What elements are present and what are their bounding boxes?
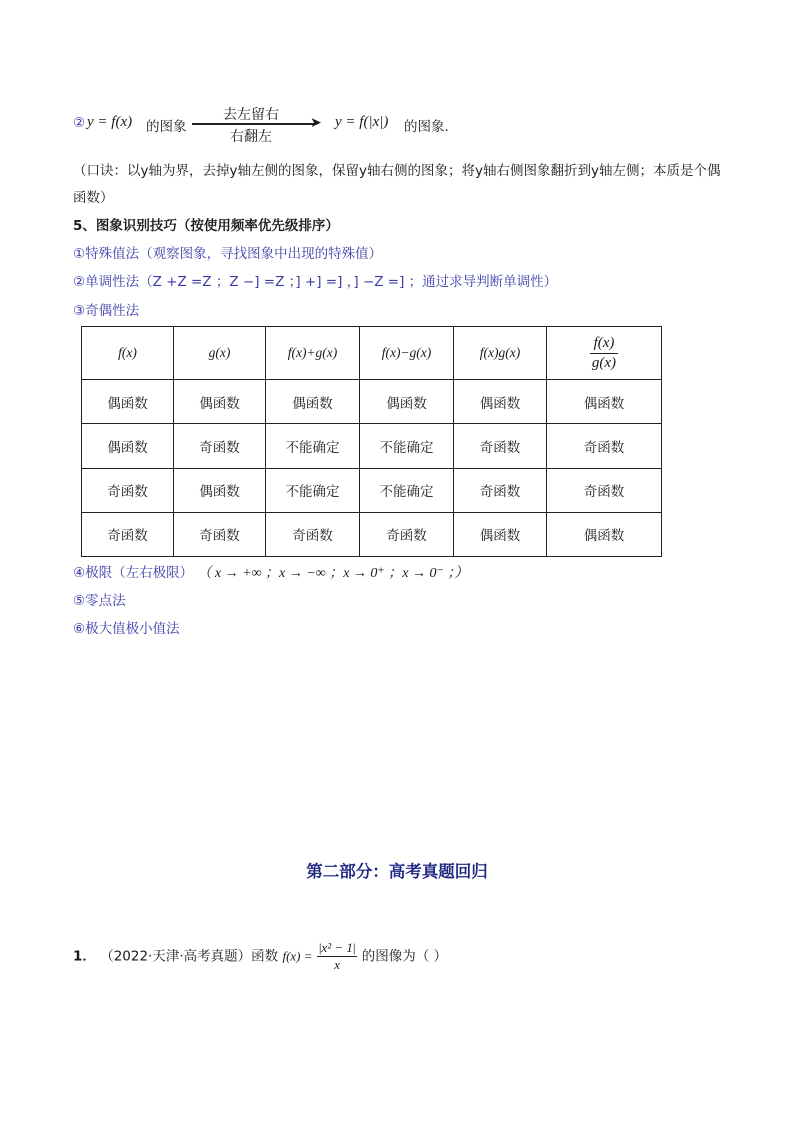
table-cell: 奇函数 [454,424,547,468]
method-limit [73,561,468,582]
table-cell: 不能确定 [360,468,454,512]
arrow-line [192,123,316,125]
table-row [82,380,662,424]
table-cell: 偶函数 [82,424,174,468]
numerator-text: x² − 1 [321,940,353,955]
table-cell: 偶函数 [360,380,454,424]
method-limit-label: ④极限（左右极限） [73,565,194,581]
method-extrema: ⑥极大值极小值法 [73,621,180,637]
table-cell: 不能确定 [266,424,360,468]
quotient-denominator: g(x) [591,354,617,371]
table-cell: 偶函数 [547,512,662,556]
table-cell: 偶函数 [547,380,662,424]
question-fraction [317,940,358,973]
quotient-numerator: f(x) [590,335,619,354]
table-cell: 不能确定 [360,424,454,468]
header-cell: f(x) [82,327,174,380]
table-cell: 奇函数 [547,424,662,468]
arrow-top-label: 去左留右 [223,107,279,123]
part-2-title: 第二部分：高考真题回归 [306,862,488,881]
question-function-name: f(x) = [282,948,313,964]
table-cell: 偶函数 [266,380,360,424]
mnemonic-text: （口诀：以y轴为界，去掉y轴左侧的图象，保留y轴右侧的图象；将y轴右侧图象翻折到y轴左侧；本质是个偶函数） [73,163,721,206]
table-cell: 偶函数 [82,380,174,424]
rule-marker: ② [73,115,86,131]
rule-lhs: y = f(x) [87,114,133,130]
header-cell: f(x)g(x) [454,327,547,380]
table-cell: 偶函数 [174,468,266,512]
table-row [82,512,662,556]
section-5-title: 5、图象识别技巧（按使用频率优先级排序） [73,218,339,234]
header-cell: g(x) [174,327,266,380]
table-cell: 奇函数 [174,424,266,468]
table-cell: 奇函数 [174,512,266,556]
table-cell: 奇函数 [360,512,454,556]
method-zero-point: ⑤零点法 [73,593,126,609]
table-header-row [82,327,662,380]
question-source: （2022·天津·高考真题）函数 [100,948,279,965]
table-cell: 奇函数 [82,468,174,512]
question-1 [73,940,447,973]
parity-table [81,326,662,557]
header-cell: f(x)−g(x) [360,327,454,380]
table-cell: 奇函数 [547,468,662,512]
transform-arrow [192,104,332,148]
table-cell: 偶函数 [454,512,547,556]
method-special-value: ①特殊值法（观察图象，寻找图象中出现的特殊值） [73,246,383,262]
fraction-denominator: x [334,957,341,972]
table-row [82,424,662,468]
fraction-numerator: |x² − 1| [318,940,356,955]
method-monotonicity: ②单调性法（Z +Z =Z ；Z −] =Z ；] +] =] ，] −Z =] ；通过求导判断单调性） [73,274,558,290]
rule-rhs: y = f(|x|) [335,114,389,130]
table-row [82,468,662,512]
table-cell: 奇函数 [266,512,360,556]
table-cell: 不能确定 [266,468,360,512]
arrow-head-icon: ➤ [310,115,322,131]
table-cell: 偶函数 [454,380,547,424]
table-cell: 奇函数 [82,512,174,556]
header-cell: f(x)+g(x) [266,327,360,380]
rule-rhs-suffix: 的图象. [404,119,449,135]
method-parity: ③奇偶性法 [73,303,140,319]
table-cell: 偶函数 [174,380,266,424]
header-cell-quotient [547,327,662,380]
method-limit-math: （ x → +∞ ；x → −∞ ；x → 0⁺ ；x → 0⁻ ；） [197,566,469,581]
arrow-bottom-label: 右翻左 [230,129,272,145]
question-number: 1． [73,948,96,965]
table-cell: 奇函数 [454,468,547,512]
rule-lhs-suffix: 的图象 [146,119,187,135]
question-suffix: 的图像为（ ） [361,948,448,965]
